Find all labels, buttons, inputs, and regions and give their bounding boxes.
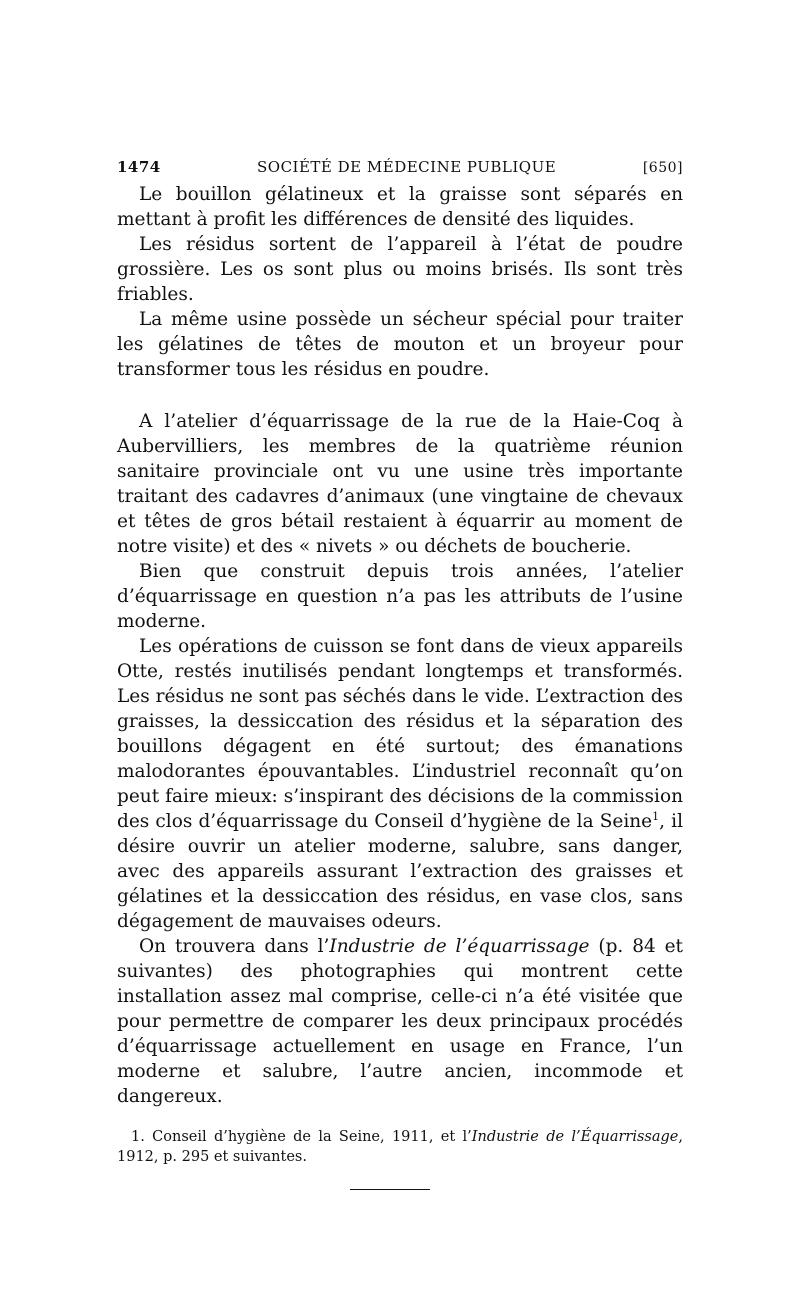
paragraph: La même usine possède un sécheur spécial pour traiter les gélatines de têtes de mouton et un broyeur pour transformer tous les résidus en poudre. — [117, 309, 683, 380]
footnote-text: 1. Conseil d’hygiène de la Seine, 1911, et l’ — [131, 1129, 472, 1145]
paragraph: A l’atelier d’équarrissage de la rue de la Haie-Coq à Aubervilliers, les membres de la quatrième réunion sanitaire provinciale ont vu une usine très importante traitant des cadavres d’animaux (une vingtaine de chevaux et têtes de gros bétail restaient à équarrir au moment de notre visite) et des « nivets » ou déchets de boucherie. — [117, 411, 683, 557]
paragraph-text: Les opérations de cuisson se font dans de vieux appareils Otte, restés inutilisés pendant longtemps et transformés. Les résidus ne sont pas séchés dans le vide. L’extraction des graisses, la dessiccation des résidus et la séparation des bouillons dégagent en été surtout; des émanations malodorantes épouvantables. L’industriel reconnaît qu’on peut faire mieux: s’inspirant des décisions de la commission des clos d’équarrissage du Conseil d’hygiène de la Seine — [117, 636, 684, 832]
footnote-text: , 1912, p. 295 et suivantes. — [117, 1129, 683, 1165]
paragraph — [117, 634, 683, 934]
folio-number: [650] — [642, 160, 683, 176]
running-header — [117, 152, 683, 182]
footnote — [117, 1127, 683, 1167]
page-number: 1474 — [117, 158, 161, 176]
footnote-reference: 1 — [652, 809, 660, 823]
paragraph — [117, 934, 683, 1109]
footnotes — [117, 1127, 683, 1167]
paragraph: Les résidus sortent de l’appareil à l’état de poudre grossière. Les os sont plus ou moins brisés. Ils sont très friables. — [117, 234, 683, 305]
end-rule — [350, 1189, 430, 1190]
paragraph-text: (p. 84 et suivantes) des photographies qui montrent cette installation assez mal comprise, celle-ci n’a été visitée que pour permettre de comparer les deux principaux procédés d’équarrissage actuellement en usage en France, l’un moderne et salubre, l’autre ancien, incommode et dangereux. — [117, 936, 683, 1107]
book-title: Industrie de l’équarrissage — [329, 936, 590, 957]
paragraph: Bien que construit depuis trois années, l’atelier d’équarrissage en question n’a pas les attributs de l’usine moderne. — [117, 561, 683, 632]
paragraph: Le bouillon gélatineux et la graisse sont séparés en mettant à profit les différences de densité des liquides. — [117, 184, 683, 230]
paragraph-text: , il désire ouvrir un atelier moderne, salubre, sans danger, avec des appareils assurant l’extraction des graisses et gélatines et la dessiccation des résidus, en vase clos, sans dégagement de mauvaises odeurs. — [117, 811, 683, 932]
paragraph-text: On trouvera dans l’ — [139, 936, 330, 957]
footnote-book-title: Industrie de l’Équarrissage — [471, 1129, 679, 1145]
page — [117, 152, 683, 1190]
body-text — [117, 182, 683, 1109]
running-title: SOCIÉTÉ DE MÉDECINE PUBLIQUE — [257, 158, 557, 176]
section-gap — [117, 382, 683, 409]
